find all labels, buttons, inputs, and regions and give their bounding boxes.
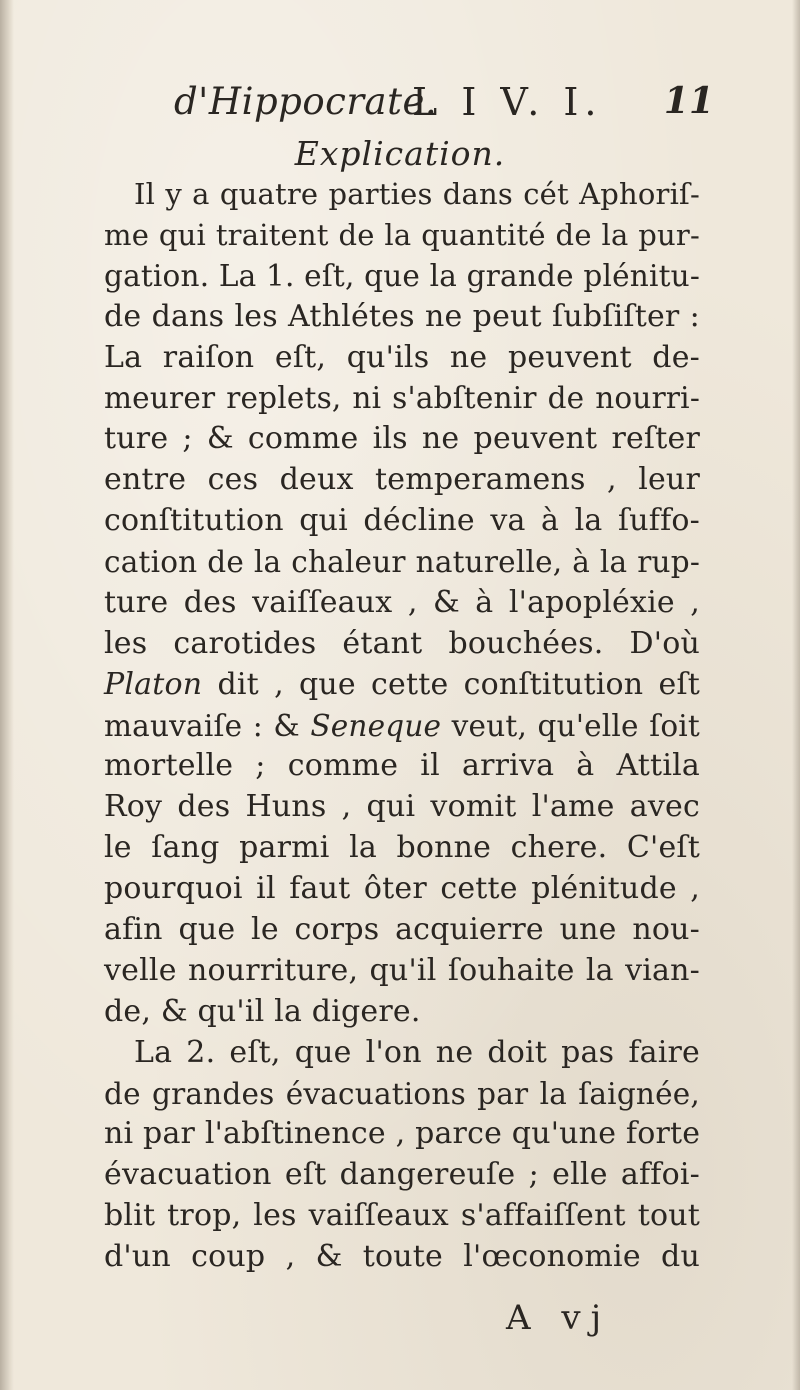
- text-line: La raiſon eſt, qu'ils ne peuvent de-: [104, 339, 700, 375]
- page-header: [174, 80, 714, 130]
- name-seneque: Seneque: [310, 708, 442, 743]
- text-line: mortelle ; comme il arriva à Attila: [104, 748, 700, 784]
- text-line: [104, 665, 700, 706]
- text-line: La 2. eſt, que l'on ne doit pas faire: [134, 1034, 700, 1070]
- text-line: ni par l'abſtinence , parce qu'une forte: [104, 1116, 701, 1152]
- name-platon: Platon: [104, 666, 203, 702]
- page-edge-shadow: [792, 0, 800, 1390]
- text-fragment: veut, qu'elle ſoit: [441, 708, 700, 743]
- text-line: de dans les Athlétes ne peut ſubſiſter :: [104, 298, 700, 334]
- text-line: cation de la chaleur naturelle, à la rup-: [104, 545, 700, 580]
- text-fragment: dit , que cette conſtitution eſt: [202, 666, 700, 702]
- text-line: de grandes évacuations par la ſaignée,: [104, 1076, 700, 1111]
- text-line: blit trop, les vaiſſeaux s'affaiſſent tout: [104, 1198, 700, 1234]
- section-title: Explication.: [294, 134, 506, 173]
- text-line: évacuation eſt dangereuſe ; elle affoi-: [104, 1157, 700, 1193]
- text-line: velle nourriture, qu'il ſouhaite la vian-: [104, 952, 700, 988]
- text-line: gation. La 1. eſt, que la grande plénitu-: [104, 258, 700, 293]
- text-line: Roy des Huns , qui vomit l'ame avec: [104, 789, 700, 825]
- text-line: [104, 706, 700, 747]
- body-text: [104, 174, 700, 1278]
- text-line: pourquoi il faut ôter cette plénitude ,: [104, 871, 700, 907]
- text-line: afin que le corps acquierre une nou-: [104, 912, 700, 948]
- text-line: meurer replets, ni s'abſtenir de nourri-: [104, 381, 700, 416]
- text-line: ture des vaiſſeaux , & à l'apopléxie ,: [104, 584, 700, 620]
- signature-mark: A vj: [506, 1298, 612, 1338]
- book-number: L I V. I.: [412, 80, 603, 124]
- text-line: me qui traitent de la quantité de la pur-: [104, 217, 700, 252]
- text-fragment: mauvaiſe : &: [104, 708, 311, 743]
- text-line: d'un coup , & toute l'œconomie du: [104, 1239, 700, 1275]
- text-line: les carotides étant bouchées. D'où: [104, 625, 700, 661]
- text-line: de, & qu'il la digere.: [104, 993, 421, 1029]
- text-line: ture ; & comme ils ne peuvent reſter: [104, 421, 700, 457]
- page-number: 11: [663, 80, 714, 122]
- text-line: Il y a quatre parties dans cét Aphoriſ-: [134, 177, 700, 211]
- running-head: d'Hippocrate.: [174, 80, 438, 123]
- text-line: conſtitution qui décline va à la ſuffo-: [104, 503, 700, 539]
- text-line: le ſang parmi la bonne chere. C'eſt: [104, 830, 700, 866]
- text-line: entre ces deux temperamens , leur: [104, 462, 700, 498]
- page-gutter-shadow: [0, 0, 14, 1390]
